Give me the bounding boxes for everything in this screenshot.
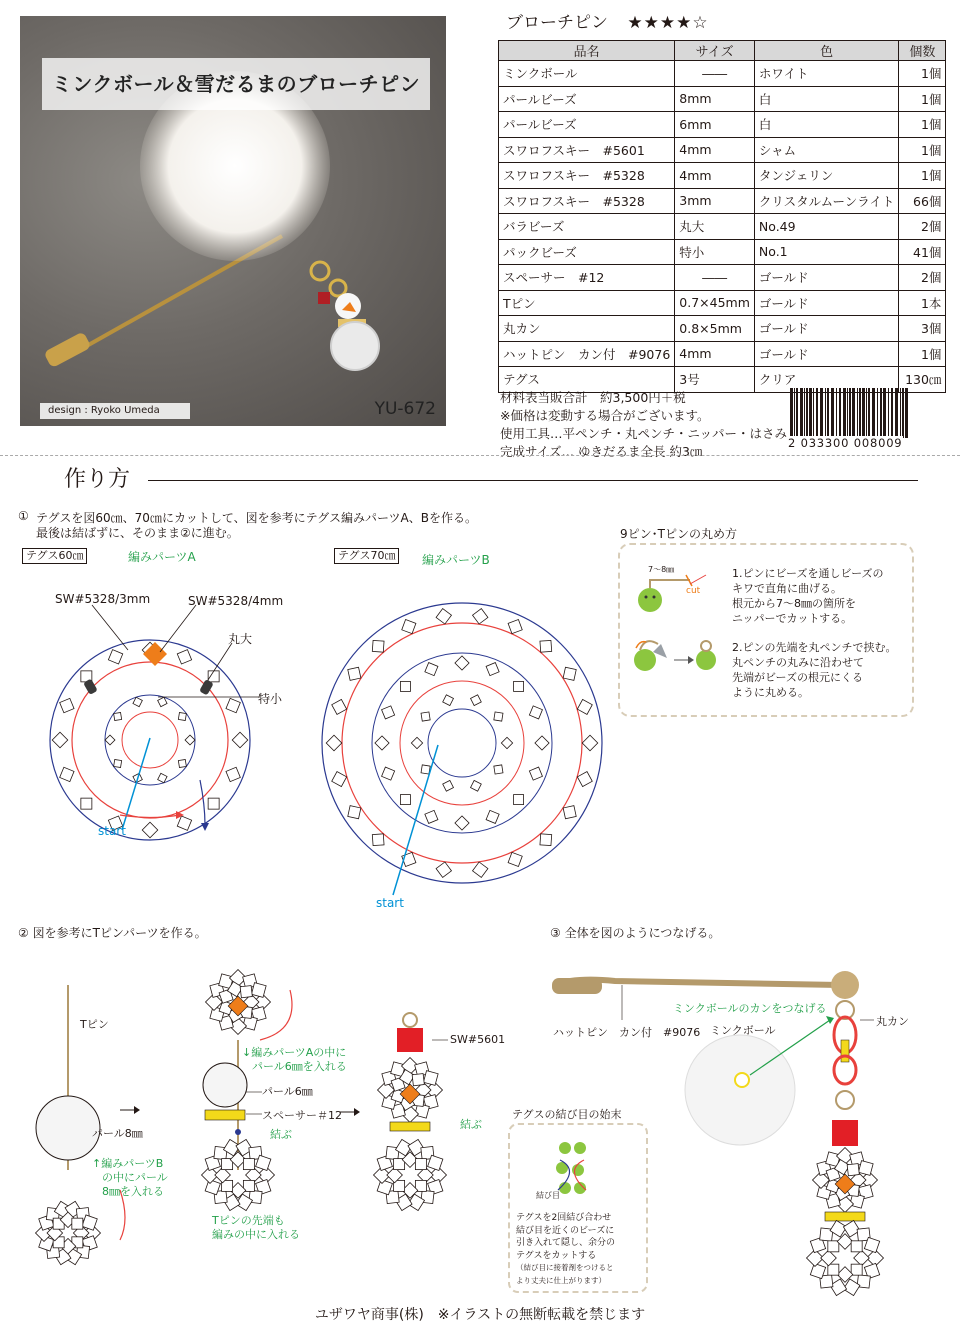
- photo-title: ミンクボール＆雪だるまのブローチピン: [51, 72, 421, 96]
- table-cell: ゴールド: [754, 265, 899, 291]
- pin-step1-line: キワで直角に曲げる。: [732, 582, 842, 595]
- table-cell: 3号: [675, 367, 755, 393]
- table-cell: 1個: [899, 86, 946, 112]
- table-cell: スワロフスキー #5601: [499, 137, 675, 163]
- step1-line2: 最後は結ばずに、そのまま②に進む。: [36, 526, 239, 540]
- column-header: 品名: [499, 41, 675, 61]
- table-cell: クリスタルムーンライト: [754, 188, 899, 214]
- table-cell: 3mm: [675, 188, 755, 214]
- note-line: 編みの中に入れる: [212, 1228, 300, 1241]
- part-a-title: 編みパーツA: [128, 550, 196, 564]
- table-cell: 130㎝: [899, 367, 946, 393]
- label-hatpin: ハットピン カン付 #9076: [553, 1026, 701, 1039]
- cut-label: cut: [686, 586, 701, 596]
- footer-copyright: ユザワヤ商事(株) ※イラストの無断転載を禁じます: [314, 1307, 646, 1323]
- label-sw5601: SW#5601: [450, 1033, 506, 1046]
- into-part-b-note: [92, 1157, 168, 1199]
- pin-step1-line: ニッパーでカットする。: [732, 612, 853, 625]
- table-cell: 丸カン: [499, 316, 675, 342]
- finished-size: 完成サイズ… ゆきだるま全長 約3㎝: [500, 444, 703, 459]
- table-cell: Tピン: [499, 290, 675, 316]
- table-cell: 3個: [899, 316, 946, 342]
- table-cell: タンジェリン: [754, 163, 899, 189]
- table-cell: ハットピン カン付 #9076: [499, 341, 675, 367]
- table-cell: 特小: [675, 239, 755, 265]
- label-pearl-8mm: パール8㎜: [92, 1127, 143, 1140]
- note-line: パール6㎜を入れる: [252, 1060, 347, 1073]
- step3-text: ③ 全体を図のようにつなげる。: [550, 926, 721, 940]
- table-cell: ――: [675, 61, 755, 87]
- table-cell: テグス: [499, 367, 675, 393]
- knot-label: 結び目: [536, 1191, 560, 1200]
- pin-step2-line: 2.ピンの先端を丸ペンチで挟む。: [732, 641, 897, 654]
- knot-line: 結び目を近くのビーズに: [516, 1225, 615, 1236]
- difficulty-stars: ★★★★☆: [627, 13, 709, 33]
- label-tpin: Tピン: [80, 1018, 109, 1031]
- note-line: 8㎜を入れる: [102, 1185, 164, 1198]
- label-mink-ball: ミンクボール: [710, 1024, 776, 1037]
- table-cell: 白: [754, 86, 899, 112]
- part-b-start: start: [376, 896, 404, 910]
- table-cell: 1個: [899, 112, 946, 138]
- table-cell: スペーサー #12: [499, 265, 675, 291]
- table-cell: ――: [675, 265, 755, 291]
- into-part-a-note: [242, 1046, 347, 1074]
- table-cell: 1本: [899, 290, 946, 316]
- price-total: 材料表当販合計 約3,500円＋税: [500, 390, 686, 405]
- table-cell: パックビーズ: [499, 239, 675, 265]
- knot-line: テグスをカットする: [516, 1250, 597, 1261]
- product-name: ブローチピン: [506, 13, 608, 33]
- price-note: ※価格は変動する場合がございます。: [500, 408, 710, 423]
- knot-line: （結び目に接着剤をつけると: [516, 1263, 614, 1272]
- label-jump-ring: 丸カン: [876, 1015, 909, 1028]
- table-cell: ゴールド: [754, 316, 899, 342]
- table-cell: 1個: [899, 163, 946, 189]
- step1-line1: テグスを図60㎝、70㎝にカットして、図を参考にテグス編みパーツA、Bを作る。: [36, 511, 477, 525]
- step1-number: ①: [18, 509, 29, 523]
- pin-step2-line: 丸ペンチの丸みに沿わせて: [732, 656, 864, 669]
- table-cell: パールビーズ: [499, 112, 675, 138]
- knot-line: テグスを2回結び合わせ: [516, 1213, 612, 1223]
- part-b-title: 編みパーツB: [422, 553, 490, 567]
- knot-finish-title: テグスの結び目の始末: [512, 1108, 622, 1121]
- step2-text: ② 図を参考にTピンパーツを作る。: [18, 926, 207, 940]
- pin-step1-line: 根元から7～8㎜の箇所を: [732, 597, 856, 610]
- column-header: 色: [754, 41, 899, 61]
- table-cell: シャム: [754, 137, 899, 163]
- table-cell: 1個: [899, 137, 946, 163]
- table-cell: スワロフスキー #5328: [499, 163, 675, 189]
- table-cell: 66個: [899, 188, 946, 214]
- knot-line: 引き入れて隠し、余分の: [516, 1238, 616, 1248]
- table-cell: No.1: [754, 239, 899, 265]
- table-cell: 4mm: [675, 163, 755, 189]
- column-header: サイズ: [675, 41, 755, 61]
- pin-step1-line: 1.ピンにビーズを通しビーズの: [732, 567, 884, 580]
- table-cell: スワロフスキー #5328: [499, 188, 675, 214]
- table-cell: 6mm: [675, 112, 755, 138]
- label-marudai: 丸大: [228, 632, 253, 646]
- knot-line: より丈夫に仕上がります）: [516, 1275, 606, 1285]
- table-cell: 0.7×45mm: [675, 290, 755, 316]
- barcode-number: 2 033300 008009: [788, 436, 903, 450]
- design-credit: design : Ryoko Umeda: [40, 403, 190, 419]
- tools-used: 使用工具…平ペンチ・丸ペンチ・ニッパー・はさみ: [500, 426, 788, 441]
- table-cell: ミンクボール: [499, 61, 675, 87]
- label-connect-mink: ミンクボールのカンをつなげる: [673, 1002, 827, 1015]
- label-spacer: スペーサー＃12: [262, 1109, 342, 1122]
- pin-rounding-title: 9ピン･Tピンの丸め方: [620, 527, 737, 541]
- table-cell: ホワイト: [754, 61, 899, 87]
- pin-step2-text: [732, 640, 897, 700]
- label-tokusho: 特小: [258, 692, 283, 706]
- table-cell: クリア: [754, 367, 899, 393]
- pin-size-label: 7～8㎜: [648, 565, 675, 574]
- table-cell: No.49: [754, 214, 899, 240]
- table-cell: 8mm: [675, 86, 755, 112]
- table-cell: 白: [754, 112, 899, 138]
- label-pearl-6mm: パール6㎜: [262, 1085, 313, 1098]
- table-cell: 0.8×5mm: [675, 316, 755, 342]
- table-cell: パールビーズ: [499, 86, 675, 112]
- table-cell: 1個: [899, 61, 946, 87]
- part-a-thread-label: テグス60㎝: [22, 548, 87, 564]
- table-cell: 4mm: [675, 137, 755, 163]
- note-line: の中にパール: [102, 1171, 168, 1184]
- label-knot-2: 結ぶ: [460, 1118, 482, 1131]
- part-a-start: start: [98, 824, 126, 838]
- knot-finish-text: [516, 1212, 615, 1287]
- column-header: 個数: [899, 41, 946, 61]
- label-sw5328-3mm: SW#5328/3mm: [55, 592, 151, 606]
- pin-step2-line: 先端がビーズの根元にくる: [732, 671, 864, 684]
- note-line: ↑編みパーツB: [92, 1157, 164, 1170]
- table-cell: 4mm: [675, 341, 755, 367]
- table-cell: ゴールド: [754, 341, 899, 367]
- product-code: YU-672: [374, 399, 436, 419]
- table-cell: 2個: [899, 265, 946, 291]
- label-sw5328-4mm: SW#5328/4mm: [188, 594, 284, 608]
- table-cell: 1個: [899, 341, 946, 367]
- label-knot: 結ぶ: [270, 1128, 292, 1141]
- pin-step2-line: ように丸める。: [732, 686, 809, 699]
- table-cell: バラビーズ: [499, 214, 675, 240]
- part-b-thread-label: テグス70㎝: [334, 548, 399, 564]
- table-cell: 丸大: [675, 214, 755, 240]
- table-cell: 41個: [899, 239, 946, 265]
- tpin-tip-note: [212, 1214, 300, 1242]
- note-line: Tピンの先端も: [212, 1214, 285, 1227]
- part-b-diagram: [322, 603, 602, 883]
- pin-step1-text: [732, 566, 884, 626]
- note-line: ↓編みパーツAの中に: [242, 1046, 347, 1059]
- table-cell: ゴールド: [754, 290, 899, 316]
- table-cell: 2個: [899, 214, 946, 240]
- how-to-title: 作り方: [64, 467, 131, 492]
